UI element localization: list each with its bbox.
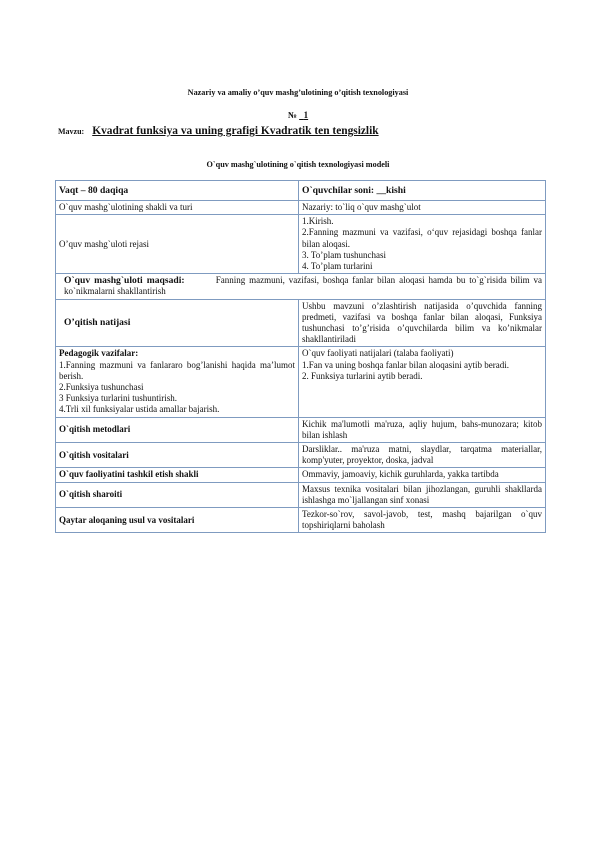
plan-label: O’quv mashg`uloti rejasi [56, 215, 299, 274]
topic-text: Kvadrat funksiya va uning grafigi Kvadratik ten tengsizlik [92, 125, 379, 137]
activity-cell [299, 347, 546, 417]
table-row [56, 201, 546, 215]
table-row [56, 482, 546, 507]
result-label: O’qitish natijasi [56, 299, 299, 347]
org-label: O`quv faoliyatini tashkil etish shakli [56, 468, 299, 482]
task-item: 3 Funksiya turlarini tushuntirish. [59, 393, 177, 404]
form-value: Nazariy: to`liq o`quv mashg`ulot [299, 201, 546, 215]
table-row [56, 417, 546, 442]
students-cell: O`quvchilar soni: __kishi [299, 181, 546, 201]
tasks-cell [56, 347, 299, 417]
task-item: 2.Funksiya tushunchasi [59, 382, 144, 393]
feedback-value: Tezkor-so`rov, savol-javob, test, mashq bajarilgan o`quv topshiriqlarni baholash [299, 508, 546, 533]
table-row [56, 215, 546, 274]
form-label: O`quv mashg`ulotining shakli va turi [56, 201, 299, 215]
tools-label: O`qitish vositalari [56, 443, 299, 468]
document-title: Nazariy va amaliy o’quv mashg’ulotining o’qitish texnologiyasi [187, 88, 409, 97]
lesson-number [0, 110, 596, 120]
activity-item: 2. Funksiya turlarini aytib beradi. [302, 370, 423, 381]
model-subtitle: O`quv mashg`ulotining o`qitish texnologiyasi modeli [206, 160, 390, 169]
methods-value: Kichik ma'lumotli ma'ruza, aqliy hujum, bahs-munozara; kitob bilan ishlash [299, 417, 546, 442]
table-row [56, 508, 546, 533]
task-item: 1.Fanning mazmuni va fanlararo bog’lanishi haqida ma’lumot berish. [59, 359, 295, 381]
methods-label: O`qitish metodlari [56, 417, 299, 442]
goal-cell [56, 274, 546, 299]
result-text: Ushbu mavzuni o’zlashtirish natijasida o’quvchida fanning predmeti, vazifasi va boshqa fanlar bilan aloqasi, Funksiya tushunchasi to’g’risida o’quvchilarda bilim va ko’nikmalar shakllantiriladi [299, 299, 546, 347]
lesson-topic [58, 121, 379, 139]
table-row [56, 299, 546, 347]
table-row [56, 347, 546, 417]
activity-head: O`quv faoliyati natijalari (talaba faoliyati) [302, 348, 454, 359]
conditions-label: O`qitish sharoiti [56, 482, 299, 507]
conditions-value: Maxsus texnika vositalari bilan jihozlangan, guruhli shakllarda ishlashga mo`ljallangan sinf xonasi [299, 482, 546, 507]
number-sign: № [287, 110, 297, 120]
table-row [56, 274, 546, 299]
number-value: 1 [303, 110, 309, 120]
topic-label: Mavzu: [58, 127, 85, 136]
plan-item: 2.Fanning mazmuni va vazifasi, o‘quv rejasidagi boshqa fanlar bilan aloqasi. [302, 227, 542, 249]
lesson-plan-table [55, 180, 546, 533]
table-row [56, 468, 546, 482]
tasks-label: Pedagogik vazifalar: [59, 348, 139, 359]
plan-item: 1.Kirish. [302, 216, 334, 227]
activity-item: 1.Fan va uning boshqa fanlar bilan aloqasini aytib beradi. [302, 359, 509, 370]
tools-value: Darsliklar.. ma'ruza matni, slaydlar, tarqatma materiallar, komp'yuter, proyektor, doska, jadval [299, 443, 546, 468]
plan-item: 3. To’plam tushunchasi [302, 249, 386, 260]
feedback-label: Qaytar aloqaning usul va vositalari [56, 508, 299, 533]
plan-item: 4. To’plam turlarini [302, 261, 373, 272]
task-item: 4.Trli xil funksiyalar ustida amallar bajarish. [59, 404, 220, 415]
table-row [56, 443, 546, 468]
time-cell: Vaqt – 80 daqiqa [56, 181, 299, 201]
table-row [56, 181, 546, 201]
org-value: Ommaviy, jamoaviy, kichik guruhlarda, yakka tartibda [299, 468, 546, 482]
plan-items [299, 215, 546, 274]
goal-text: Fanning mazmuni, vazifasi, boshqa fanlar bilan aloqasi hamda bu to`g`risida bilim va ko`nikmalarni shakllantirish [64, 275, 543, 297]
goal-label: O`quv mashg`uloti maqsadi: [64, 275, 185, 287]
